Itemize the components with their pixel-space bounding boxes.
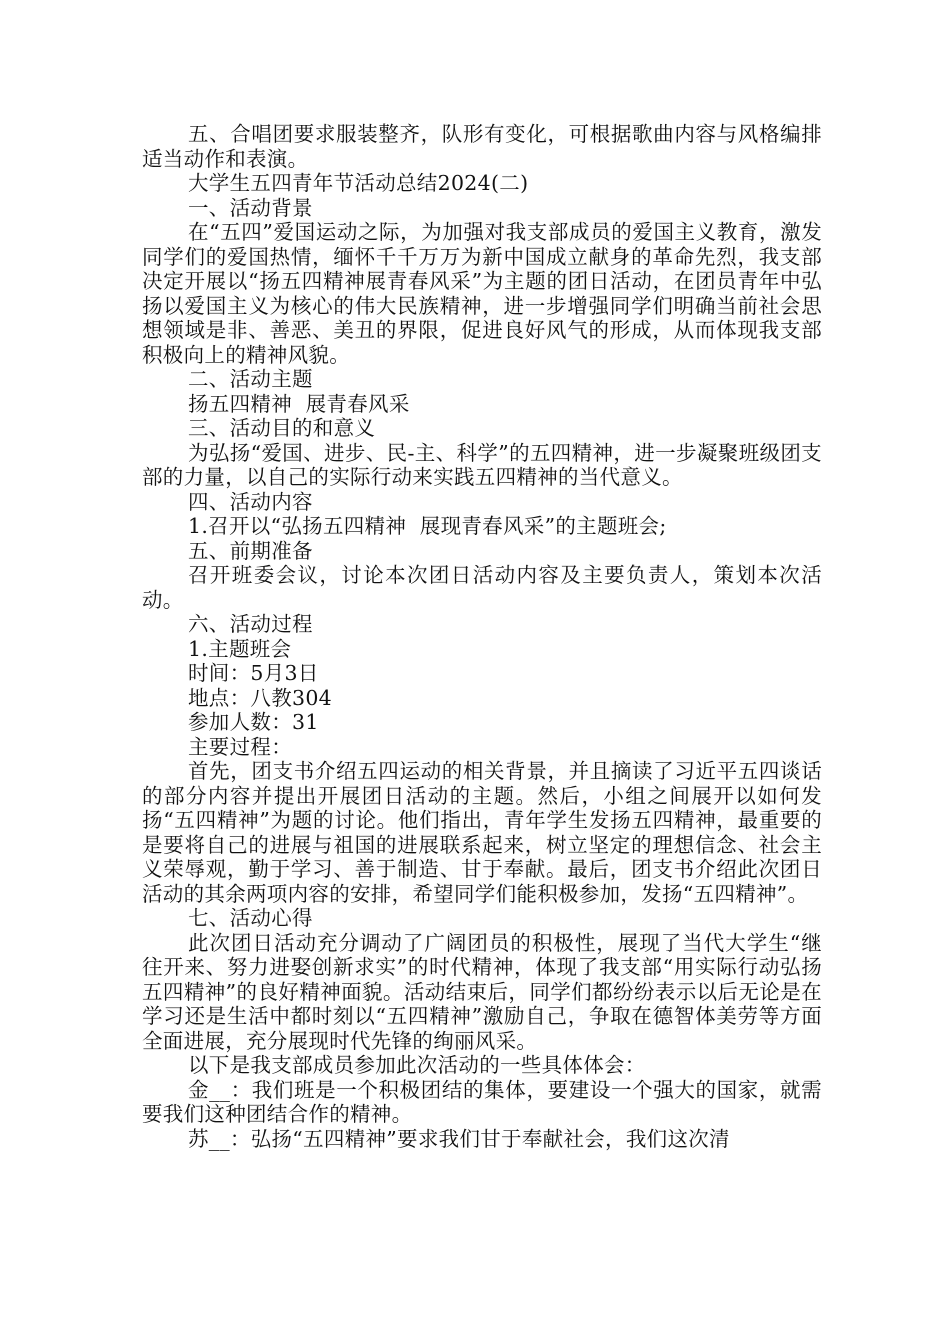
theme-slogan: 扬五四精神 展青春风采 [188, 391, 410, 416]
paragraph-chorus-requirement: 五、合唱团要求服装整齐，队形有变化，可根据歌曲内容与风格编排适当动作和表演。 [142, 122, 822, 171]
process-location: 地点：八教304 [188, 685, 333, 710]
member-comment-su: 苏__：弘扬“五四精神”要求我们甘于奉献社会，我们这次清 [188, 1126, 730, 1151]
process-main-label: 主要过程： [188, 734, 292, 759]
paragraph-background: 在“五四”爱国运动之际，为加强对我支部成员的爱国主义教育，激发同学们的爱国热情，缅怀千千万万为新中国成立献身的革命先烈，我支部决定开展以“扬五四精神展青春风采”为主题的团日活动，在团员青年中弘扬以爱国主义为核心的伟大民族精神，进一步增强同学们明确当前社会思想领域是非、善恶、美丑的界限，促进良好风气的形成，从而体现我支部积极向上的精神风貌。 [142, 220, 822, 367]
process-item-title: 1.主题班会 [188, 636, 292, 661]
section-heading-content: 四、活动内容 [188, 489, 313, 514]
content-item-1: 1.召开以“弘扬五四精神 展现青春风采”的主题班会; [188, 514, 667, 538]
section-heading-preparation: 五、前期准备 [188, 538, 313, 563]
document-title: 大学生五四青年节活动总结2024(二) [188, 171, 529, 195]
process-attendees: 参加人数：31 [188, 710, 319, 734]
process-time: 时间：5月3日 [188, 661, 319, 685]
section-heading-theme: 二、活动主题 [188, 367, 313, 391]
paragraph-reflection: 此次团日活动充分调动了广阔团员的积极性，展现了当代大学生“继往开来、努力进娶创新求实”的时代精神，体现了我支部“用实际行动弘扬五四精神”的良好精神面貌。活动结束后，同学们都纷纷表示以后无论是在学习还是生活中都时刻以“五四精神”激励自己，争取在德智体美劳等方面全面进展，充分展现时代先锋的绚丽风采。 [142, 930, 822, 1053]
paragraph-preparation: 召开班委会议，讨论本次团日活动内容及主要负责人，策划本次活动。 [142, 563, 822, 612]
document-page [142, 122, 822, 1151]
paragraph-process: 首先，团支书介绍五四运动的相关背景，并且摘读了习近平五四谈话的部分内容并提出开展团日活动的主题。然后，小组之间展开以如何发扬“五四精神”为题的讨论。他们指出，青年学生发扬五四精神，最重要的是要将自己的进展与祖国的进展联系起来，树立坚定的理想信念、社会主义荣辱观，勤于学习、善于制造、甘于奉献。最后，团支书介绍此次团日活动的其余两项内容的安排，希望同学们能积极参加，发扬“五四精神”。 [142, 759, 822, 906]
member-intro: 以下是我支部成员参加此次活动的一些具体体会： [188, 1053, 646, 1077]
section-heading-reflection: 七、活动心得 [188, 906, 313, 930]
section-heading-process: 六、活动过程 [188, 612, 313, 636]
member-comment-jin: 金__：我们班是一个积极团结的集体，要建设一个强大的国家，就需要我们这种团结合作的精神。 [142, 1077, 822, 1126]
section-heading-background: 一、活动背景 [188, 195, 313, 220]
section-heading-purpose: 三、活动目的和意义 [188, 416, 376, 440]
paragraph-purpose: 为弘扬“爱国、进步、民-主、科学”的五四精神，进一步凝聚班级团支部的力量，以自己的实际行动来实践五四精神的当代意义。 [142, 440, 822, 489]
